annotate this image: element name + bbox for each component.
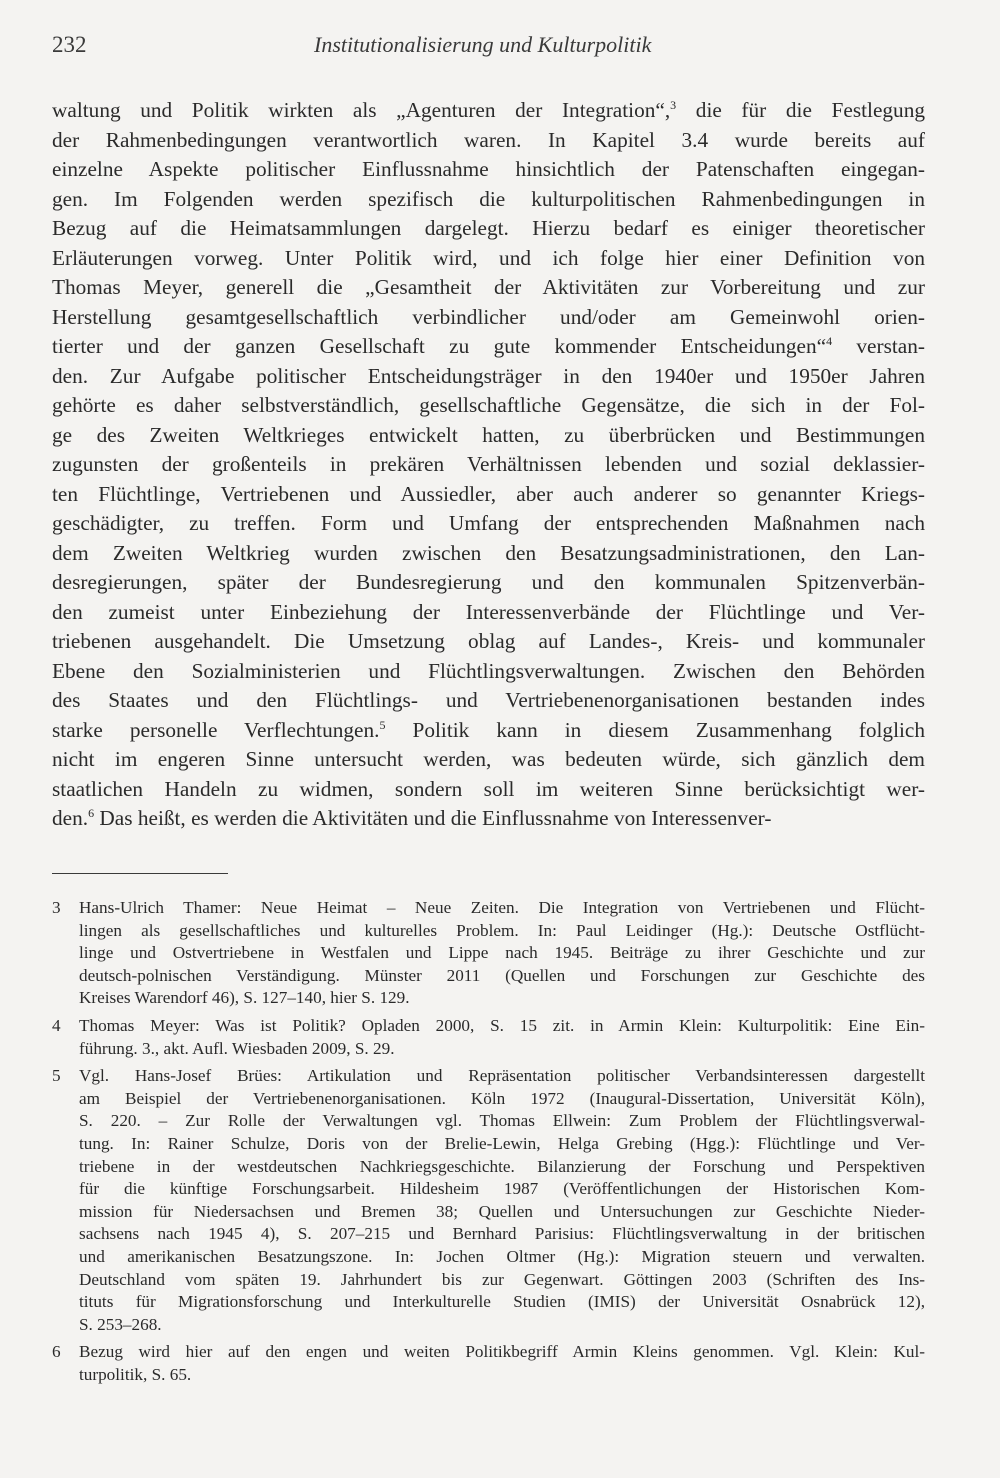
- body-line: [52, 421, 925, 451]
- body-line-text: dem Zweiten Weltkrieg wurden zwischen den Besatzungsadministrationen, den Lan-: [52, 540, 925, 565]
- footnote-line: mission für Niedersachsen und Bremen 38; Quellen und Untersuchungen zur Geschichte Nieder-: [79, 1201, 925, 1221]
- page-header: [52, 32, 925, 66]
- footnote: [52, 897, 925, 1010]
- footnote-line: Deutschland vom späten 19. Jahrhundert bis zur Gegenwart. Göttingen 2003 (Schriften des Ins-: [79, 1269, 925, 1289]
- footnote-line: linge und Ostvertriebene in Westfalen und Lippe nach 1945. Beiträge zu ihrer Geschichte und zur: [79, 943, 925, 963]
- footnote-line: für die künftige Forschungsarbeit. Hildesheim 1987 (Veröffentlichungen der Historischen Kom-: [79, 1179, 925, 1199]
- footnote-line: Bezug wird hier auf den engen und weiten Politikbegriff Armin Kleins genommen. Vgl. Klein: Kul-: [79, 1342, 925, 1362]
- body-line: [52, 303, 925, 333]
- footnote-line: turpolitik, S. 65.: [79, 1364, 192, 1384]
- body-line-text: staatlichen Handeln zu widmen, sondern soll im weiteren Sinne berücksichtigt wer-: [52, 776, 925, 801]
- body-line-text: tierter und der ganzen Gesellschaft zu gute kommender Entscheidungen“: [52, 334, 827, 358]
- footnote-line: tituts für Migrationsforschung und Interkulturelle Studien (IMIS) der Universität Osnabrück 12),: [79, 1292, 925, 1312]
- footnotes: [52, 897, 925, 1391]
- footnote: [52, 1341, 925, 1386]
- body-line: [52, 775, 925, 805]
- body-line-text: den.: [52, 806, 89, 830]
- footnote-number: 5: [52, 1066, 61, 1086]
- footnote-line: und amerikanischen Besatzungszone. In: Jochen Oltmer (Hg.): Migration steuern und verwalten.: [79, 1246, 925, 1266]
- footnote: [52, 1015, 925, 1060]
- body-line: [52, 745, 925, 775]
- footnote-line: Thomas Meyer: Was ist Politik? Opladen 2000, S. 15 zit. in Armin Klein: Kulturpolitik: Eine Ein-: [79, 1015, 925, 1035]
- footnote-line: am Beispiel der Vertriebenenorganisationen. Köln 1972 (Inaugural-Dissertation, Universität Köln),: [79, 1088, 925, 1108]
- body-line: [52, 126, 925, 156]
- footnote-line: S. 220. – Zur Rolle der Verwaltungen vgl. Thomas Ellwein: Zum Problem der Flüchtlingsverwal-: [79, 1111, 925, 1131]
- footnote-line: lingen als gesellschaftliches und kulturelles Problem. In: Paul Leidinger (Hg.): Deutsche Ostflücht-: [79, 920, 925, 940]
- body-line: [52, 362, 925, 392]
- body-line-text: des Staates und den Flüchtlings- und Vertriebenenorganisationen bestanden indes: [52, 688, 925, 712]
- body-line: [52, 804, 925, 834]
- body-line-text: ten Flüchtlinge, Vertriebenen und Aussiedler, aber auch anderer so genannter Kriegs-: [52, 481, 925, 506]
- body-line: [52, 450, 925, 480]
- footnote-reference: 3: [670, 98, 677, 112]
- body-line: [52, 509, 925, 539]
- footnote-line: S. 253–268.: [79, 1314, 162, 1334]
- body-line-text: Erläuterungen vorweg. Unter Politik wird, und ich folge hier einer Definition von: [52, 245, 925, 270]
- body-line-text: den zumeist unter Einbeziehung der Interessenverbände der Flüchtlinge und Ver-: [52, 599, 925, 624]
- body-line-text: Bezug auf die Heimatsammlungen dargelegt. Hierzu bedarf es einiger theoretischer: [52, 216, 925, 240]
- body-line: [52, 598, 925, 628]
- body-line-text: zugunsten der großenteils in prekären Verhältnissen lebenden und sozial deklassier-: [52, 452, 925, 476]
- footnote-line: sachsens nach 1945 4), S. 207–215 und Bernhard Parisius: Flüchtlingsverwaltung in der britischen: [79, 1224, 925, 1244]
- body-line: [52, 185, 925, 215]
- body-line: [52, 391, 925, 421]
- body-line: [52, 568, 925, 598]
- body-line-text: verstan-: [832, 334, 925, 358]
- footnote-separator: [52, 873, 228, 874]
- body-line-text: Ebene den Sozialministerien und Flüchtlingsverwaltungen. Zwischen den Behörden: [52, 658, 925, 683]
- body-line-text: Das heißt, es werden die Aktivitäten und die Einflussnahme von Interessenver-: [94, 806, 772, 830]
- body-line: [52, 539, 925, 569]
- body-line: [52, 480, 925, 510]
- footnote: [52, 1065, 925, 1336]
- body-line-text: starke personelle Verflechtungen.: [52, 717, 380, 742]
- footnote-line: führung. 3., akt. Aufl. Wiesbaden 2009, S. 29.: [79, 1038, 395, 1058]
- footnote-reference: 6: [88, 806, 95, 820]
- footnote-number: 4: [52, 1015, 61, 1035]
- footnote-reference: 4: [826, 334, 833, 348]
- body-line: [52, 214, 925, 244]
- body-line: [52, 627, 925, 657]
- body-line-text: Thomas Meyer, generell die „Gesamtheit der Aktivitäten zur Vorbereitung und zur: [52, 275, 925, 299]
- footnote-line: Kreises Warendorf 46), S. 127–140, hier S. 129.: [79, 988, 410, 1008]
- body-line-text: nicht im engeren Sinne untersucht werden, was bedeuten würde, sich gänzlich dem: [52, 747, 925, 771]
- body-line-text: der Rahmenbedingungen verantwortlich waren. In Kapitel 3.4 wurde bereits auf: [52, 127, 925, 152]
- body-line-text: gehörte es daher selbstverständlich, gesellschaftliche Gegensätze, die sich in der Fol-: [52, 393, 925, 417]
- body-line: [52, 657, 925, 687]
- footnote-line: Hans-Ulrich Thamer: Neue Heimat – Neue Zeiten. Die Integration von Vertriebenen und Flücht-: [79, 898, 925, 917]
- body-line: [52, 244, 925, 274]
- body-line-text: gen. Im Folgenden werden spezifisch die kulturpolitischen Rahmenbedingungen in: [52, 186, 925, 211]
- body-line-text: den. Zur Aufgabe politischer Entscheidungsträger in den 1940er und 1950er Jahren: [52, 363, 925, 388]
- body-line-text: triebenen ausgehandelt. Die Umsetzung oblag auf Landes-, Kreis- und kommunaler: [52, 629, 925, 653]
- running-title: Institutionalisierung und Kulturpolitik: [314, 32, 652, 57]
- body-line-text: Herstellung gesamtgesellschaftlich verbindlicher und/oder am Gemeinwohl orien-: [52, 304, 925, 329]
- body-line: [52, 332, 925, 362]
- footnote-number: 3: [52, 898, 61, 917]
- body-line: [52, 96, 925, 126]
- body-line-text: Politik kann in diesem Zusammenhang folglich: [385, 717, 926, 742]
- page-number: 232: [52, 32, 87, 57]
- body-line: [52, 686, 925, 716]
- body-text: [52, 96, 925, 834]
- body-line-text: geschädigter, zu treffen. Form und Umfang der entsprechenden Maßnahmen nach: [52, 511, 925, 535]
- body-line: [52, 273, 925, 303]
- body-line-text: desregierungen, später der Bundesregierung und den kommunalen Spitzenverbän-: [52, 570, 925, 594]
- footnote-reference: 5: [379, 717, 386, 732]
- footnote-line: deutsch-polnischen Verständigung. Münster 2011 (Quellen und Forschungen zur Geschichte des: [79, 965, 925, 985]
- body-line-text: ge des Zweiten Weltkrieges entwickelt hatten, zu überbrücken und Bestimmungen: [52, 422, 925, 447]
- body-line-text: waltung und Politik wirkten als „Agenturen der Integration“,: [52, 98, 671, 122]
- body-line: [52, 155, 925, 185]
- footnote-number: 6: [52, 1342, 61, 1362]
- body-line-text: einzelne Aspekte politischer Einflussnahme hinsichtlich der Patenschaften eingegan-: [52, 157, 925, 181]
- footnote-line: Vgl. Hans-Josef Brües: Artikulation und Repräsentation politischer Verbandsinteressen dargestellt: [79, 1066, 925, 1086]
- footnote-line: tung. In: Rainer Schulze, Doris von der Brelie-Lewin, Helga Grebing (Hgg.): Flüchtlinge und Ver-: [79, 1133, 925, 1153]
- footnote-line: triebene in der westdeutschen Nachkriegsgeschichte. Bilanzierung der Forschung und Perspektiven: [79, 1156, 925, 1176]
- body-line: [52, 716, 925, 746]
- body-line-text: die für die Festlegung: [676, 98, 925, 122]
